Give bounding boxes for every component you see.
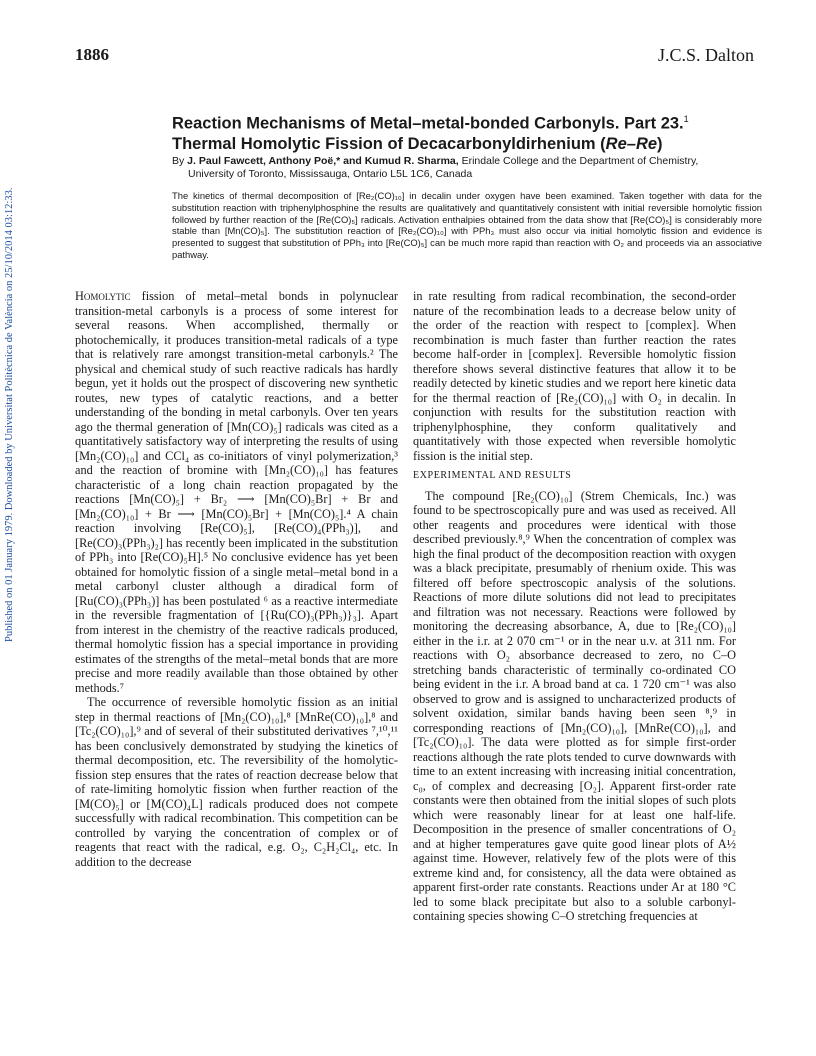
author-names: J. Paul Fawcett, Anthony Poë,* and Kumud R. Sharma, bbox=[187, 155, 459, 167]
title-line-1: Reaction Mechanisms of Metal–metal-bonded Carbonyls. Part 23. bbox=[172, 114, 684, 133]
abstract: The kinetics of thermal decomposition of [Re₂(CO)₁₀] in decalin under oxygen have been examined. Taken together with data for the substitution reaction with triphenylphosphine the results are qualitatively and quantitatively consistent with initial reversible homolytic fission followed by further reaction of the [Re(CO)₅] radicals. Activation enthalpies obtained from the data show that [Re(CO)₅] is considerably more stable than [Mn(CO)₅]. The substitution reaction of [Re₂(CO)₁₀] with PPh₃ must also occur via initial homolytic fission and evidence is presented to suggest that substitution of PPh₃ into [Re(CO)₅] can be much more rapid than reaction with O₂ and proceeds via an associative pathway. bbox=[172, 190, 762, 260]
title-line-2-prefix: Thermal Homolytic Fission of Decacarbonyldirhenium ( bbox=[172, 134, 606, 153]
section-heading: EXPERIMENTAL AND RESULTS bbox=[413, 470, 572, 481]
article-title bbox=[172, 109, 752, 154]
title-line-2-italic: Re–Re bbox=[605, 134, 658, 153]
author-block bbox=[172, 155, 762, 181]
left-column bbox=[75, 289, 398, 869]
right-column bbox=[413, 289, 736, 924]
author-by: By bbox=[172, 155, 188, 167]
title-part-reference: 1 bbox=[683, 114, 689, 124]
journal-name: J.C.S. Dalton bbox=[657, 45, 754, 65]
left-paragraph-1 bbox=[75, 289, 398, 695]
opening-word: Homolytic bbox=[75, 289, 131, 303]
left-paragraph-1-text: fission of metal–metal bonds in polynuclear transition-metal carbonyls is a process of some interest for several reasons. When accomplished, thermally or photochemically, it produces transition-metal radicals of a type that is relatively rare amongst transition-metal carbonyls.² The physical and chemical study of such reactive radicals has hardly begun, yet it holds out the prospect of discovering new synthetic routes, new types of catalytic reactions, and a better understanding of the bonding in metal carbonyls. Over ten years ago the thermal generation of [Mn(CO)₅] radicals was cited as a quantitatively satisfactory way of interpreting the results of using [Mn₂(CO)₁₀] and CCl₄ as co-initiators of vinyl polymerization,³ and the reaction of bromine with [Mn₂(CO)₁₀] has features characteristic of a long chain reaction propagated by the reactions [Mn(CO)₅] + Br₂ ⟶ [Mn(CO)₅Br] + Br and [Mn₂(CO)₁₀] + Br ⟶ [Mn(CO)₅Br] + [Mn(CO)₅].⁴ A chain reaction involving [Re(CO)₅], [Re(CO)₄(PPh₃)], and [Re(CO)₃(PPh₃)₂] has recently been implicated in the substitution of PPh₃ into [Re(CO)₅H].⁵ No conclusive evidence has yet been obtained for homolytic fission of a single metal–metal bond in a metal carbonyl cluster although a diradical form of [Ru(CO)₃(PPh₃)] has been postulated ⁶ as a reactive intermediate in the reversible fragmentation of [{Ru(CO)₃(PPh₃)}₃]. Apart from interest in the chemistry of the reactive radicals produced, thermal homolytic fission has a special importance in providing estimates of the strengths of the metal–metal bonds that are more precise and more readily available than those obtained by other methods.⁷ bbox=[75, 289, 398, 695]
title-line-2-suffix: ) bbox=[657, 134, 663, 153]
right-paragraph-2: The compound [Re₂(CO)₁₀] (Strem Chemicals, Inc.) was found to be spectroscopically pure and was used as received. All other reagents and procedures were identical with those described previously.⁸,⁹ When the concentration of complex was high the final product of the decomposition reaction with oxygen was a black precipitate, presumably of rhenium oxide. This was filtered off before spectroscopic analysis of the solutions. Reactions of more dilute solutions did not lead to precipitates and filtration was not necessary. Reactions were followed by monitoring the decreasing absorbance, A, due to [Re₂(CO)₁₀] either in the i.r. at 2 070 cm⁻¹ or in the near u.v. at 311 nm. For reactions with O₂ absorbance decreased to zero, no C–O stretching bands characteristic of terminally co-ordinated CO being evident in the i.r. A broad band at ca. 1 720 cm⁻¹ was also observed to grow and is assigned to uncharacterized products of solvent oxidation, similar bands having been seen ⁸,⁹ in corresponding reactions of [Mn₂(CO)₁₀], [MnRe(CO)₁₀], and [Tc₂(CO)₁₀]. The data were plotted as for simple first-order reactions although the rate plots tended to curve downwards with time to an extent increasing with increasing initial concentration, c₀, of complex and decreasing [O₂]. Apparent first-order rate constants were then obtained from the initial slopes of such plots which were reasonably linear for at least one half-life. Decomposition in the presence of smaller concentrations of O₂ and at higher temperatures gave quite good linear plots of A½ against time. However, relatively few of the plots were of this extreme kind and, for consistency, all the data were obtained as apparent first-order rate constants. Reactions under Ar at 180 °C led to some black precipitate but also to a soluble carbonyl-containing species showing C–O stretching frequencies at bbox=[413, 488, 736, 923]
right-paragraph-1: in rate resulting from radical recombination, the second-order nature of the recombination leads to a decrease below unity of the order of the reaction with respect to [complex]. When recombination is much faster than further reaction the rates become half-order in [complex]. Reversible homolytic fission therefore shows several distinctive features that allow it to be readily detected by kinetic studies and we report here kinetic data for the thermal reaction of [Re₂(CO)₁₀] with O₂ in decalin. In conjunction with results for the substitution reaction with triphenylphosphine, they conform qualitatively and quantitatively with those expected when reversible homolytic fission is the initial step. bbox=[413, 289, 736, 463]
publication-notice: Published on 01 January 1979. Downloaded by Universitat Politècnica de València on 25/10/2014 03:12:33. bbox=[4, 187, 15, 643]
page-number: 1886 bbox=[75, 45, 109, 64]
affiliation-line-2: University of Toronto, Mississauga, Ontario L5L 1C6, Canada bbox=[188, 168, 473, 180]
affiliation-line-1: Erindale College and the Department of Chemistry, bbox=[458, 155, 699, 167]
left-paragraph-2: The occurrence of reversible homolytic fission as an initial step in thermal reactions of [Mn₂(CO)₁₀],⁸ [MnRe(CO)₁₀],⁸ and [Tc₂(CO)₁₀],⁹ and of several of their substituted derivatives ⁷,¹⁰,¹¹ has been conclusively demonstrated by studying the kinetics of thermal decomposition, etc. The reversibility of the homolytic-fission step ensures that the rates of reaction decrease below that of rate-limiting homolytic fission when further reaction of the [M(CO)₅] or [M(CO)₄L] radicals produced does not compete successfully with radical recombination. This competition can be controlled by varying the concentration of complex or of reagents that react with the radical, e.g. O₂, C₂H₂Cl₄, etc. In addition to the decrease bbox=[75, 695, 398, 869]
